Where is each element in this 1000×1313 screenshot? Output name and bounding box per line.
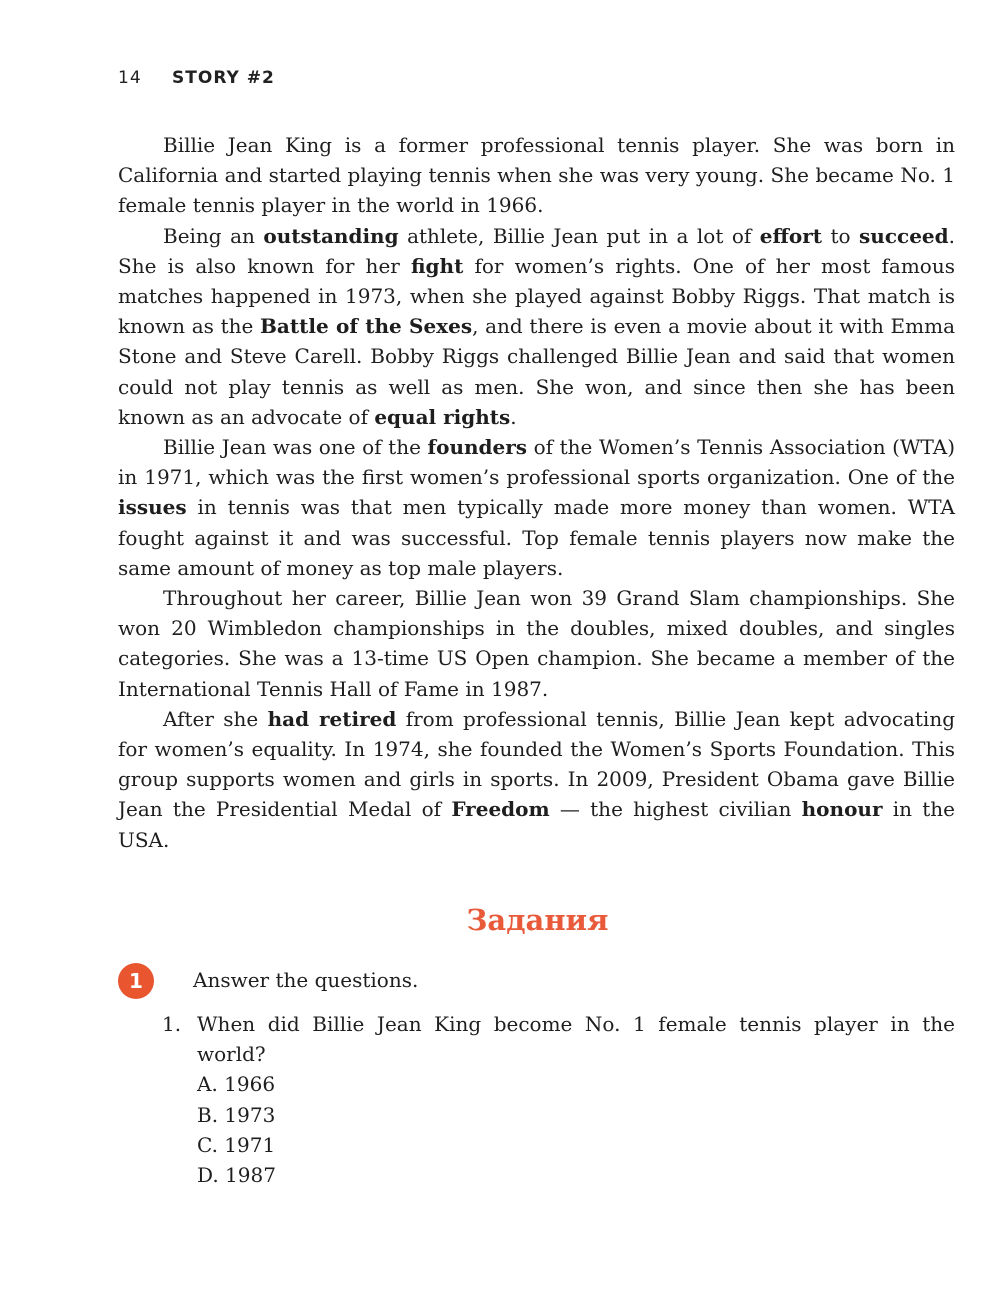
text-run: for women’s rights. One of her most famous matches happened in 1973, when she played against Bobby Riggs. That match is known as the <box>118 253 955 339</box>
story-text <box>118 130 955 855</box>
text-run: from professional tennis, Billie Jean kept advocating for women’s equality. In 1974, she founded the Women’s Sports Foundation. This group supports women and girls in sports. In 2009, President Obama gave Billie Jean the Presidential Medal of <box>118 706 956 822</box>
answer-option-b[interactable]: B. 1973 <box>197 1102 276 1127</box>
answer-option-a[interactable]: A. 1966 <box>197 1072 276 1097</box>
text-run: After she <box>163 706 268 731</box>
vocab-term-battle-of-the-sexes: Battle of the Sexes <box>260 314 473 339</box>
story-paragraph-3 <box>118 432 955 583</box>
answer-option-d[interactable]: D. 1987 <box>197 1163 276 1188</box>
tasks-heading: Задания <box>466 903 609 937</box>
answer-option-c[interactable]: C. 1971 <box>197 1132 276 1157</box>
vocab-term-effort: effort <box>759 223 823 248</box>
vocab-term-fight: fight <box>411 253 464 278</box>
text-run: . She is also known for her <box>118 223 955 278</box>
answer-options <box>197 1069 955 1190</box>
vocab-term-honour: honour <box>801 797 883 822</box>
vocab-term-founders: founders <box>427 435 528 460</box>
text-run: Being an <box>163 223 264 248</box>
story-paragraph-4: Throughout her career, Billie Jean won 39 Grand Slam championships. She won 20 Wimbledon championships in the doubles, mixed doubles, and singles categories. She was a 13-time US Open champion. She became a member of the International Tennis Hall of Fame in 1987. <box>118 586 955 701</box>
vocab-term-freedom: Freedom <box>451 797 550 822</box>
task-instruction: Answer the questions. <box>193 968 419 992</box>
text-run: — the highest civilian <box>549 797 802 822</box>
vocab-term-outstanding: outstanding <box>263 223 399 248</box>
vocab-term-had-retired: had retired <box>267 706 397 731</box>
vocab-term-issues: issues <box>118 495 187 520</box>
vocab-term-equal-rights: equal rights <box>374 404 511 429</box>
text-run: . <box>510 404 517 429</box>
question-1 <box>162 1009 955 1190</box>
story-paragraph-5 <box>118 704 955 855</box>
story-paragraph-2 <box>118 221 955 432</box>
question-text: When did Billie Jean King become No. 1 female tennis player in the world? <box>197 1012 955 1067</box>
text-run: in the USA. <box>118 797 956 852</box>
running-head <box>118 68 275 88</box>
text-run: of the Women’s Tennis Association (WTA) in 1971, which was the first women’s professional sports organization. One of the <box>118 435 956 490</box>
question-number: 1. <box>162 1012 182 1036</box>
text-run: , and there is even a movie about it with Emma Stone and Steve Carell. Bobby Riggs challenged Billie Jean and said that women could not play tennis as well as men. She won, and since then she has been known as an advocate of <box>118 314 955 429</box>
story-paragraph-1: Billie Jean King is a former professional tennis player. She was born in California and started playing tennis when she was very young. She became No. 1 female tennis player in the world in 1966. <box>118 133 955 218</box>
text-run: in tennis was that men typically made more money than women. WTA fought against it and was successful. Top female tennis players now make the same amount of money as top male players. <box>118 495 955 580</box>
task-number-badge: 1 <box>118 963 154 999</box>
text-run: Billie Jean was one of the <box>163 435 428 460</box>
vocab-term-succeed: succeed <box>859 223 949 248</box>
text-run: athlete, Billie Jean put in a lot of <box>398 223 760 248</box>
page-number: 14 <box>118 68 142 88</box>
text-run: to <box>822 223 860 248</box>
section-label: STORY #2 <box>172 68 275 88</box>
